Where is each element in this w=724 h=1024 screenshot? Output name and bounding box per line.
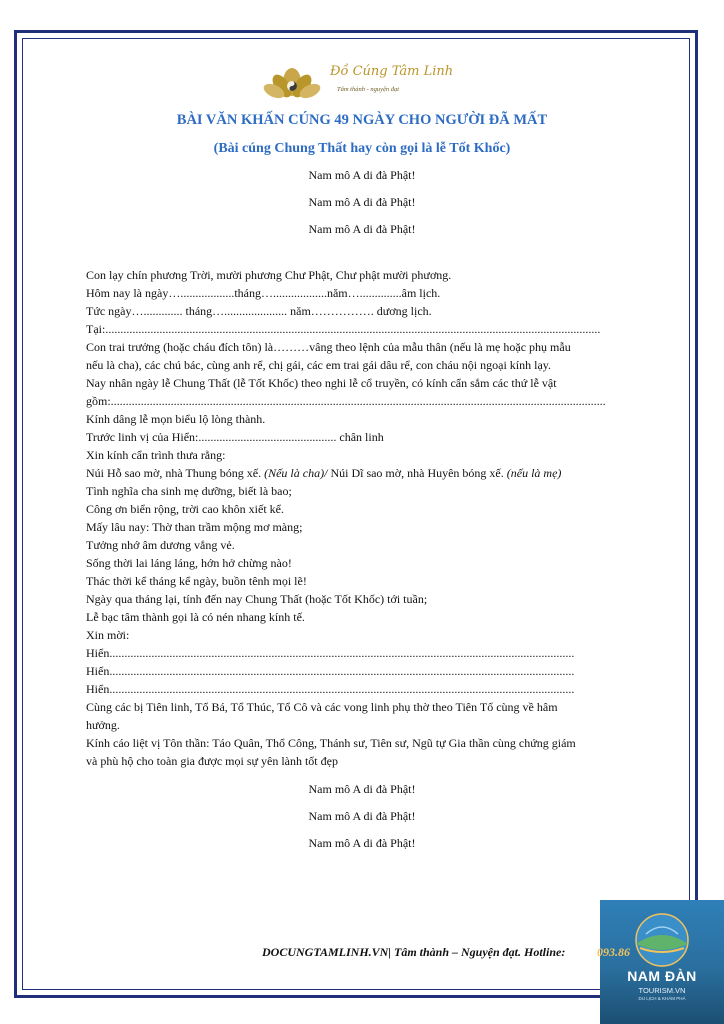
opening-prayer-line: Nam mô A di đà Phật! [308,168,416,182]
body-line: Xin mời: [86,628,130,642]
mountain-father-text: Núi Hỗ sao mờ, nhà Thung bóng xế. [86,466,265,480]
body-line: Công ơn biển rộng, trời cao khôn xiết kể. [86,502,284,516]
dragon-boat-icon [600,900,724,1024]
body-line: gồm:..................................................................................................................................................................... [86,394,606,408]
badge-site: TOURISM.VN [638,986,686,995]
opening-prayer-line: Nam mô A di đà Phật! [308,222,416,236]
footer-text: DOCUNGTAMLINH.VN| Tâm thành – Nguyện đạt. Hotline: [262,945,566,959]
closing-prayer-line: Nam mô A di đà Phật! [308,809,416,823]
badge-name: NAM ĐÀN [627,968,697,984]
logo-wordmark: Đồ Cúng Tâm Linh [330,64,454,79]
tourism-badge [600,900,724,1024]
body-line: Sống thời lai láng láng, hớn hở chừng nào! [86,556,292,570]
page-title: BÀI VĂN KHẤN CÚNG 49 NGÀY CHO NGƯỜI ĐÃ MẤT [176,112,548,128]
body-line: nếu là cha), các chú bác, cùng anh rể, chị gái, các em trai gái dâu rể, con cháu nội ngoại kính lạy. [86,358,552,372]
mountain-mother-text: Núi Dĩ sao mờ, nhà Huyên bóng xế. [327,466,507,480]
body-line: Lễ bạc tâm thành gọi là có nén nhang kính tế. [86,610,305,624]
body-line: Tức ngày…............. tháng…..................... năm……………. dương lịch. [86,304,432,318]
father-note: (Nếu là cha)/ [264,466,328,480]
body-line: Ngày qua tháng lại, tính đến nay Chung Thất (hoặc Tốt Khốc) tới tuần; [86,592,428,606]
body-line: Kính cáo liệt vị Tôn thần: Táo Quân, Thổ Công, Thánh sư, Tiên sư, Ngũ tự Gia thần cùng chứng giám [86,736,576,750]
body-line: Cùng các bị Tiên linh, Tổ Bá, Tổ Thúc, Tổ Cô và các vong linh phụ thờ theo Tiên Tổ cùng về hâm [86,700,558,714]
body-line: Nay nhân ngày lễ Chung Thất (lễ Tốt Khốc) theo nghi lễ cổ truyền, có kính cẩn sắm các thứ lễ vật [86,376,557,390]
opening-prayer-line: Nam mô A di đà Phật! [308,195,416,209]
body-line: Con trai trưởng (hoặc cháu đích tôn) là………vâng theo lệnh của mẫu thân (nếu là mẹ hoặc phụ mẫu [86,340,571,354]
closing-prayer-line: Nam mô A di đà Phật! [308,836,416,850]
page-subtitle: (Bài cúng Chung Thất hay còn gọi là lễ Tốt Khốc) [213,141,511,156]
body-line: Con lạy chín phương Trời, mười phương Chư Phật, Chư phật mười phương. [86,268,452,282]
body-line: Mấy lâu nay: Thờ than trầm mộng mơ màng; [86,520,303,534]
closing-prayer-line: Nam mô A di đà Phật! [308,782,416,796]
body-line: Hiển........................................................................................................................................................... [86,646,575,660]
body-line: Thác thời kể tháng kể ngày, buồn tênh mọi lẽ! [86,574,307,588]
body-line: Hiển........................................................................................................................................................... [86,682,575,696]
mountain-line [86,465,636,481]
body-line: hưởng. [86,718,120,732]
body-line: Tại:..................................................................................................................................................................... [86,322,601,336]
footer-hotline: 093.86 [597,945,630,959]
body-line: Hiển........................................................................................................................................................... [86,664,575,678]
mother-note: (nếu là mẹ) [506,466,562,480]
logo-tagline: Tâm thành - nguyện đạt [337,86,400,93]
body-line: Tình nghĩa cha sinh mẹ dưỡng, biết là bao; [86,484,292,498]
body-line: Tưởng nhớ âm dương vắng vẻ. [86,538,235,552]
body-line: Trước linh vị của Hiển:.............................................. chân linh [86,430,384,444]
body-line: Xin kính cẩn trình thưa rằng: [86,448,226,462]
badge-tagline: DU LỊCH & KHÁM PHÁ [638,996,686,1001]
body-line: và phù hộ cho toàn gia được mọi sự yên lành tốt đẹp [86,754,338,768]
body-line: Hôm nay là ngày…..................tháng…..................năm…..............âm lịch. [86,286,441,300]
body-line: Kính dâng lễ mọn biểu lộ lòng thành. [86,412,266,426]
footer-credit [262,945,565,960]
